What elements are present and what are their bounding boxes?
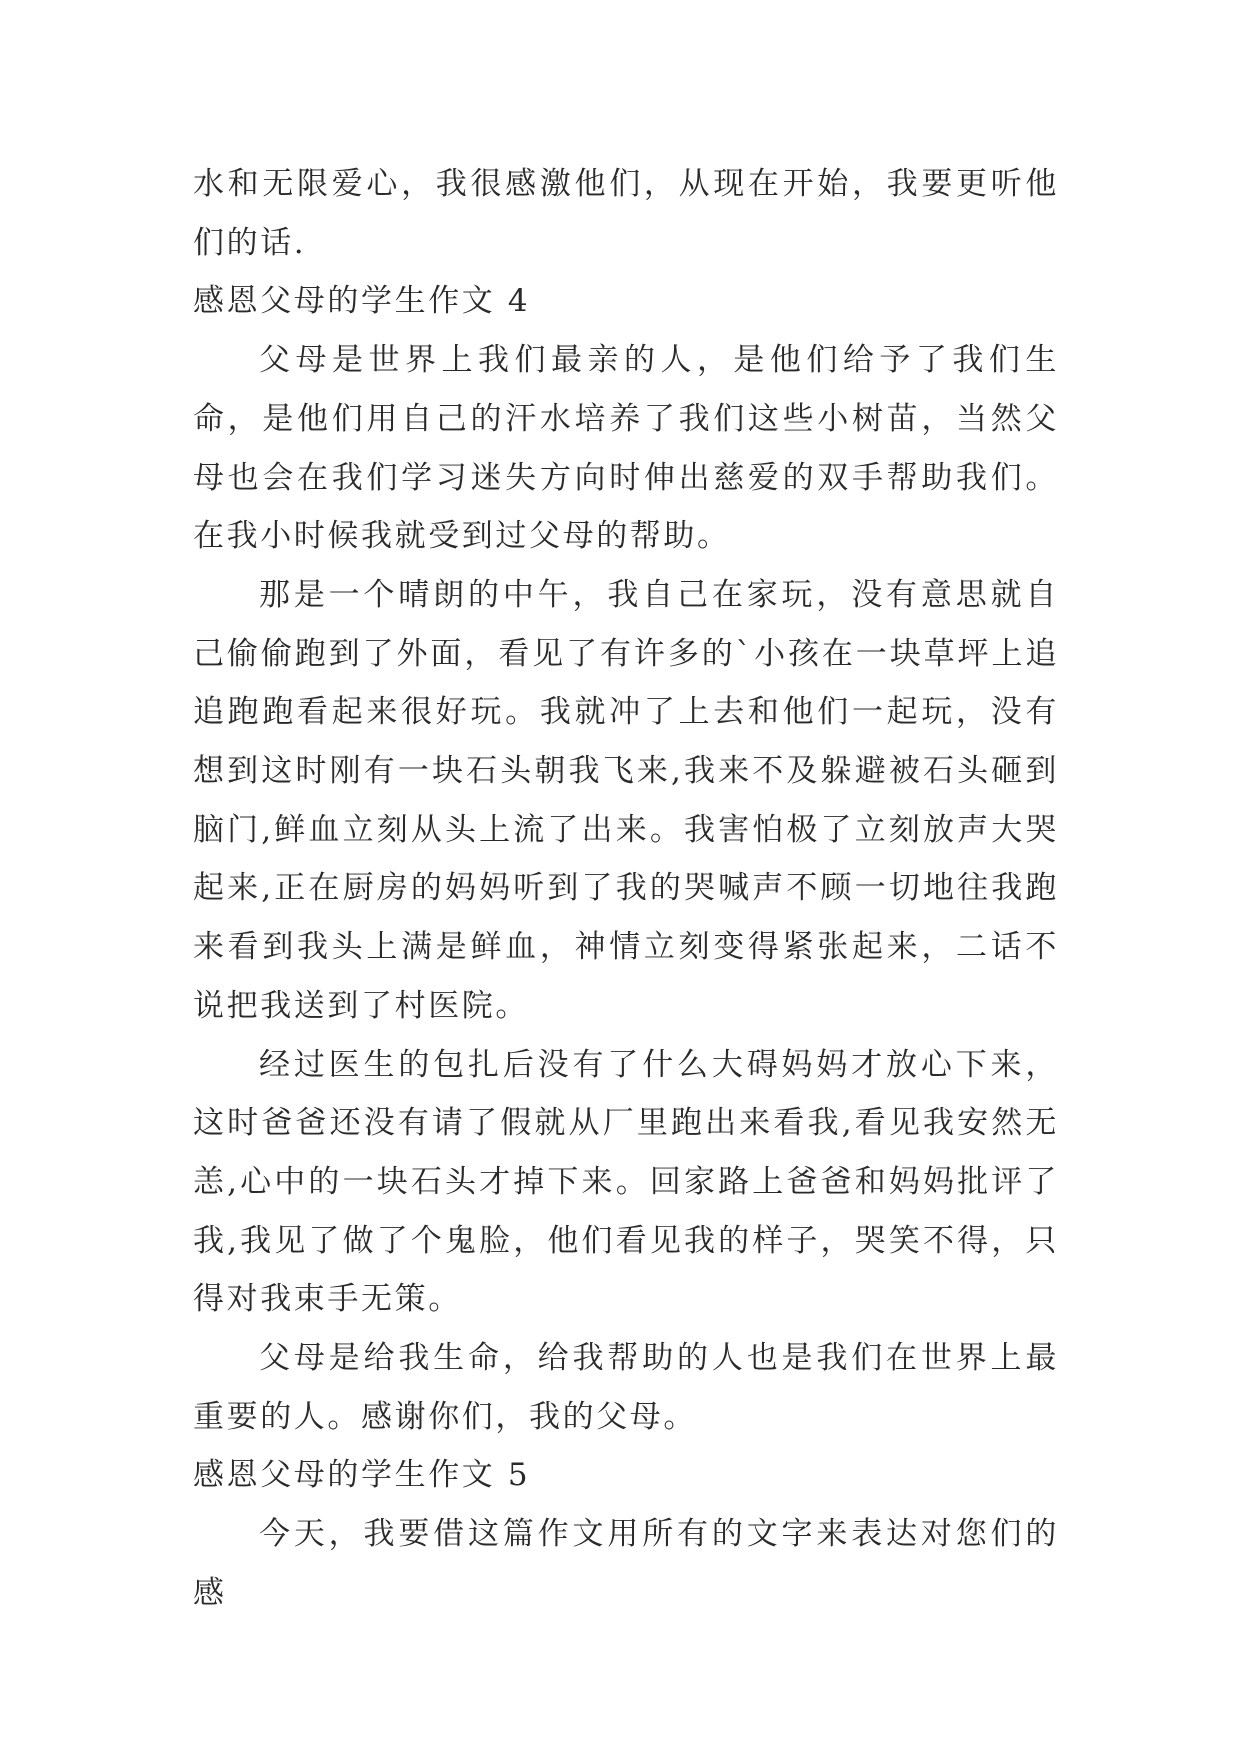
paragraph-continuation: 水和无限爱心，我很感激他们，从现在开始，我要更听他们的话.: [193, 166, 1059, 261]
document-body: [193, 155, 1059, 1623]
paragraph: 父母是给我生命，给我帮助的人也是我们在世界上最重要的人。感谢你们，我的父母。: [193, 1340, 1059, 1435]
paragraph: 父母是世界上我们最亲的人，是他们给予了我们生命，是他们用自己的汗水培养了我们这些小树苗，当然父母也会在我们学习迷失方向时伸出慈爱的双手帮助我们。在我小时候我就受到过父母的帮助。: [193, 342, 1059, 555]
paragraph: 今天，我要借这篇作文用所有的文字来表达对您们的感: [193, 1516, 1059, 1611]
essay-heading-4: 感恩父母的学生作文 4: [193, 283, 531, 320]
essay-heading-5: 感恩父母的学生作文 5: [193, 1457, 531, 1494]
paragraph: 那是一个晴朗的中午，我自己在家玩，没有意思就自己偷偷跑到了外面，看见了有许多的`小孩在一块草坪上追追跑跑看起来很好玩。我就冲了上去和他们一起玩，没有想到这时刚有一块石头朝我飞来,我来不及躲避被石头砸到脑门,鲜血立刻从头上流了出来。我害怕极了立刻放声大哭起来,正在厨房的妈妈听到了我的哭喊声不顾一切地往我跑来看到我头上满是鲜血，神情立刻变得紧张起来，二话不说把我送到了村医院。: [193, 576, 1059, 1024]
paragraph: 经过医生的包扎后没有了什么大碍妈妈才放心下来，这时爸爸还没有请了假就从厂里跑出来看我,看见我安然无恙,心中的一块石头才掉下来。回家路上爸爸和妈妈批评了我,我见了做了个鬼脸，他们看见我的样子，哭笑不得，只得对我束手无策。: [193, 1046, 1059, 1318]
